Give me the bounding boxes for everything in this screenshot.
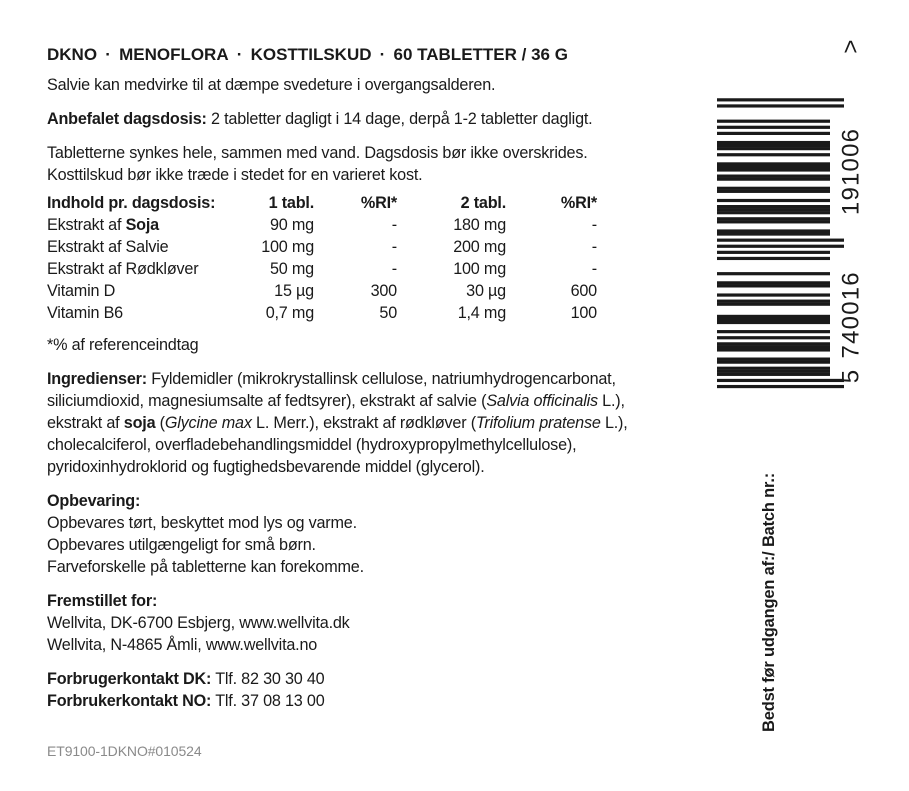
manufacturer-title: Fremstillet for: xyxy=(47,592,158,610)
batch-label: Bedst før udgangen af:/ Batch nr.: xyxy=(760,472,778,732)
package-amount: 60 TABLETTER / 36 G xyxy=(393,45,568,64)
manufacturer xyxy=(47,590,687,656)
barcode-bar xyxy=(717,178,830,181)
nutrient-name: Ekstrakt af Soja xyxy=(47,216,159,234)
nutrient-value-2: 180 mg xyxy=(453,216,506,234)
barcode-bar xyxy=(717,232,830,235)
separator: · xyxy=(379,45,386,64)
barcode-bar xyxy=(717,175,830,178)
product-header xyxy=(47,44,687,66)
barcode-bars xyxy=(717,98,844,388)
barcode-bar xyxy=(717,168,830,171)
barcode-bar xyxy=(717,373,830,376)
barcode-bar xyxy=(717,141,830,144)
nutrient-ri-1: - xyxy=(391,260,397,278)
storage xyxy=(47,490,687,578)
nutrition-header: Indhold pr. dagsdosis: xyxy=(47,194,216,212)
manufacturer-line: Wellvita, DK-6700 Esbjerg, www.wellvita.dk xyxy=(47,614,350,632)
barcode-guard-bar xyxy=(717,379,844,382)
nutrient-ri-2: - xyxy=(591,238,597,256)
nutrient-name: Ekstrakt af Rødkløver xyxy=(47,260,199,278)
label-code: ET9100-1DKNO#010524 xyxy=(47,743,202,759)
nutrient-name: Vitamin B6 xyxy=(47,304,123,322)
barcode-bar xyxy=(717,330,830,333)
barcode-bar xyxy=(717,370,830,373)
barcode-digits-left: 740016 xyxy=(837,271,865,359)
nutrient-value-1: 15 µg xyxy=(274,282,314,300)
nutrition-header: 2 tabl. xyxy=(460,194,506,212)
barcode-guard-bar xyxy=(717,239,844,242)
nutrition-header: %RI* xyxy=(560,194,597,212)
barcode-guard-bar xyxy=(717,245,844,248)
storage-line: Opbevares utilgængeligt for små børn. xyxy=(47,536,316,554)
brand-code: DKNO xyxy=(47,45,98,64)
barcode-bar xyxy=(717,367,830,370)
nutrient-ri-2: 600 xyxy=(570,282,597,300)
barcode-bar xyxy=(717,229,830,232)
barcode-bar xyxy=(717,281,830,284)
barcode-bar xyxy=(717,284,830,287)
nutrition-row xyxy=(47,302,597,324)
storage-title: Opbevaring: xyxy=(47,492,141,510)
barcode-bar xyxy=(717,318,830,321)
nutrition-row xyxy=(47,214,597,236)
product-type: KOSTTILSKUD xyxy=(250,45,372,64)
barcode-bar xyxy=(717,293,830,296)
ri-footnote: *% af referenceindtag xyxy=(47,336,199,354)
barcode-bar xyxy=(717,300,830,303)
separator: · xyxy=(236,45,243,64)
consumer-contacts xyxy=(47,668,687,712)
barcode-bar xyxy=(717,321,830,324)
storage-line: Farveforskelle på tabletterne kan forekomme. xyxy=(47,558,364,576)
barcode-bar xyxy=(717,205,830,208)
barcode-bar xyxy=(717,251,830,254)
ingredients: Ingredienser: Fyldemidler (mikrokrystallinsk cellulose, natriumhydrogencarbonat, siliciumdioxid, magnesiumsalte af fedtsyrer), ekstrakt af salvie (Salvia officinalis L.), ekstrakt af soja (Glycine max L. Merr.), ekstrakt af rødkløver (Trifolium pratense L.), cholecalciferol, overfladebehandlingsmiddel (hydroxypropylmethylcellulose), pyridoxinhydroklorid og fugtighedsbevarende middel (glycerol). xyxy=(47,370,628,476)
barcode-bar xyxy=(717,208,830,211)
barcode-digits-right: 191006 xyxy=(837,127,865,216)
nutrient-name: Ekstrakt af Salvie xyxy=(47,238,169,256)
dosage-label: Anbefalet dagsdosis: xyxy=(47,110,207,128)
barcode-bar xyxy=(717,132,830,135)
nutrient-value-1: 50 mg xyxy=(270,260,314,278)
nutrient-ri-2: - xyxy=(591,260,597,278)
barcode-bar xyxy=(717,303,830,306)
nutrient-value-1: 0,7 mg xyxy=(265,304,314,322)
contact-no: Forbrukerkontakt NO: Tlf. 37 08 13 00 xyxy=(47,692,325,710)
nutrient-value-2: 1,4 mg xyxy=(457,304,506,322)
nutrition-row xyxy=(47,258,597,280)
instruction-line: Tabletterne synkes hele, sammen med vand. Dagsdosis bør ikke overskrides. xyxy=(47,144,588,162)
nutrient-ri-1: - xyxy=(391,216,397,234)
nutrient-ri-1: 300 xyxy=(370,282,397,300)
barcode-bar xyxy=(717,315,830,318)
nutrient-ri-2: - xyxy=(591,216,597,234)
dosage-text: 2 tabletter dagligt i 14 dage, derpå 1-2 tabletter dagligt. xyxy=(206,110,593,128)
nutrient-name: Vitamin D xyxy=(47,282,116,300)
barcode-guard-bar xyxy=(717,385,844,388)
nutrient-value-2: 100 mg xyxy=(453,260,506,278)
barcode-guard-bar xyxy=(717,98,844,101)
barcode-bar xyxy=(717,147,830,150)
barcode-bar xyxy=(717,348,830,351)
nutrient-ri-2: 100 xyxy=(570,304,597,322)
ingredients-label: Ingredienser: xyxy=(47,370,147,388)
dosage xyxy=(47,108,687,130)
nutrient-ri-1: - xyxy=(391,238,397,256)
barcode-bar xyxy=(717,120,830,123)
barcode-bar xyxy=(717,144,830,147)
barcode-guard-bar xyxy=(717,104,844,107)
barcode-first-digit: 5 xyxy=(837,368,865,384)
barcode-bar xyxy=(717,162,830,165)
nutrition-table xyxy=(47,192,597,324)
barcode-bar xyxy=(717,358,830,361)
barcode-bar xyxy=(717,336,830,339)
nutrition-header-row xyxy=(47,192,597,214)
barcode-bar xyxy=(717,220,830,223)
nutrition-header: 1 tabl. xyxy=(268,194,314,212)
health-claim: Salvie kan medvirke til at dæmpe svedeture i overgangsalderen. xyxy=(47,76,496,94)
nutrient-value-1: 100 mg xyxy=(261,238,314,256)
barcode-bar xyxy=(717,342,830,345)
barcode-bar xyxy=(717,211,830,214)
instruction-line: Kosttilskud bør ikke træde i stedet for en varieret kost. xyxy=(47,166,423,184)
nutrient-value-2: 200 mg xyxy=(453,238,506,256)
nutrition-row xyxy=(47,236,597,258)
barcode-bar xyxy=(717,165,830,168)
barcode-bar xyxy=(717,257,830,260)
manufacturer-line: Wellvita, N-4865 Åmli, www.wellvita.no xyxy=(47,636,318,654)
contact-dk: Forbrugerkontakt DK: Tlf. 82 30 30 40 xyxy=(47,670,325,688)
barcode-bar xyxy=(717,345,830,348)
barcode-bar xyxy=(717,126,830,129)
nutrition-header: %RI* xyxy=(360,194,397,212)
barcode-bar xyxy=(717,153,830,156)
nutrition-row xyxy=(47,280,597,302)
storage-line: Opbevares tørt, beskyttet mod lys og varme. xyxy=(47,514,357,532)
nutrient-value-2: 30 µg xyxy=(466,282,506,300)
barcode-bar xyxy=(717,199,830,202)
product-name: MENOFLORA xyxy=(119,45,229,64)
nutrient-ri-1: 50 xyxy=(379,304,397,322)
nutrient-value-1: 90 mg xyxy=(270,216,314,234)
barcode-bar xyxy=(717,217,830,220)
barcode-bar xyxy=(717,190,830,193)
label-text-column xyxy=(47,44,687,712)
barcode xyxy=(717,38,867,393)
separator: · xyxy=(105,45,111,64)
barcode-bar xyxy=(717,272,830,275)
barcode-bar xyxy=(717,361,830,364)
barcode-bar xyxy=(717,187,830,190)
barcode-quiet-zone-mark: > xyxy=(837,38,865,54)
